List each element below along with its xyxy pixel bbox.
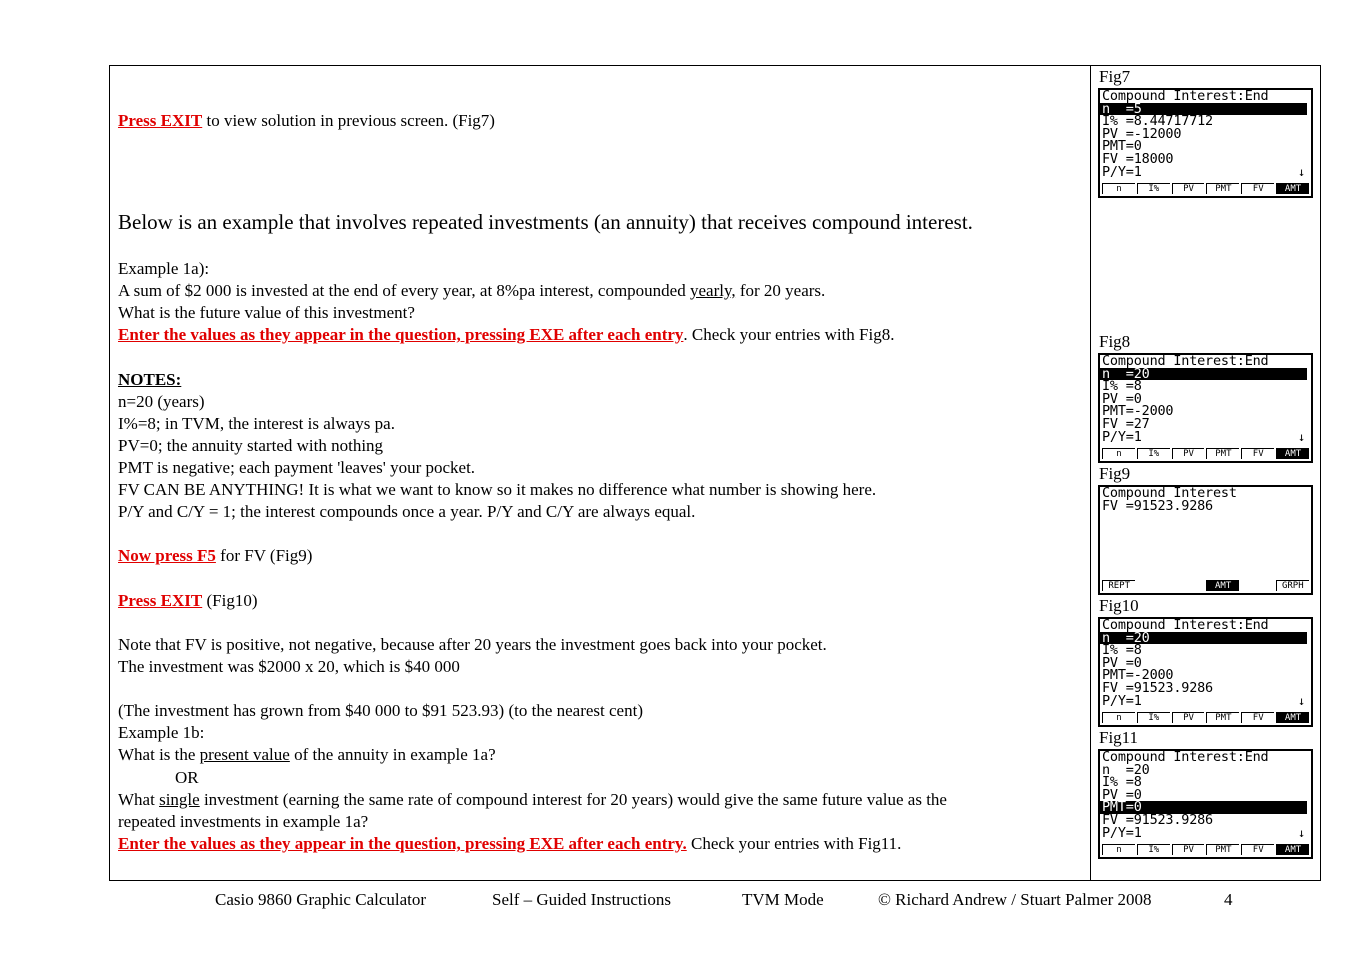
screen-row bbox=[1100, 166, 1311, 179]
softkey-bar bbox=[1102, 448, 1309, 459]
text: Check your entries with Fig11. bbox=[686, 834, 902, 853]
text: to view solution in previous screen. (Fig7) bbox=[202, 111, 495, 130]
softkey-fv: FV bbox=[1241, 448, 1274, 459]
underlined-text: present value bbox=[199, 745, 290, 764]
growth-note: (The investment has grown from $40 000 to $91 523.93) (to the nearest cent) bbox=[118, 701, 643, 720]
screen-row: FV =91523.9286 bbox=[1102, 499, 1213, 513]
down-arrow-icon: ↓ bbox=[1297, 165, 1305, 179]
screen-row: I% =8.44717712 bbox=[1102, 115, 1213, 128]
screen-title: Compound Interest:End bbox=[1102, 90, 1269, 103]
screen-row-selected: n =20 bbox=[1100, 632, 1307, 645]
softkey-amt: AMT bbox=[1206, 580, 1239, 591]
row-text: P/Y=1 bbox=[1102, 694, 1142, 708]
example-1b-heading: Example 1b: bbox=[118, 723, 205, 742]
investment-total: The investment was $2000 x 20, which is $40 000 bbox=[118, 657, 460, 676]
down-arrow-icon: ↓ bbox=[1297, 826, 1305, 840]
example-1a-heading: Example 1a): bbox=[118, 259, 210, 278]
or-text: OR bbox=[175, 768, 199, 787]
note-item: I%=8; in TVM, the interest is always pa. bbox=[118, 414, 395, 433]
softkey-n: n bbox=[1102, 183, 1135, 194]
screen-row: PV =0 bbox=[1102, 788, 1142, 802]
softkey-pmt: PMT bbox=[1206, 183, 1239, 194]
softkey-pmt: PMT bbox=[1206, 844, 1239, 855]
screen-row: PMT=-2000 bbox=[1102, 405, 1174, 418]
text: What bbox=[118, 790, 160, 809]
softkey-amt: AMT bbox=[1276, 712, 1309, 723]
softkey-i: I% bbox=[1137, 844, 1170, 855]
fig11-label: Fig11 bbox=[1099, 728, 1139, 747]
instruction-highlight: Press EXIT bbox=[118, 111, 203, 130]
softkey-pv: PV bbox=[1172, 448, 1205, 459]
note-item: PV=0; the annuity started with nothing bbox=[118, 436, 384, 455]
softkey-pmt: PMT bbox=[1206, 448, 1239, 459]
softkey-bar bbox=[1102, 712, 1309, 723]
text: of the annuity in example 1a? bbox=[289, 745, 496, 764]
softkey-bar bbox=[1102, 183, 1309, 194]
example-1b-alt-question bbox=[118, 789, 947, 811]
fig10-label: Fig10 bbox=[1099, 596, 1139, 615]
column-divider bbox=[1090, 65, 1091, 881]
row-text: P/Y=1 bbox=[1102, 826, 1142, 840]
softkey-n: n bbox=[1102, 448, 1135, 459]
underlined-text: single bbox=[159, 790, 200, 809]
underlined-text: yearly, bbox=[689, 281, 736, 300]
screen-row: PMT=0 bbox=[1102, 140, 1142, 153]
softkey-n: n bbox=[1102, 712, 1135, 723]
row-text: P/Y=1 bbox=[1102, 165, 1142, 179]
text: investment (earning the same rate of compound interest for 20 years) would give the same future value as the bbox=[199, 790, 947, 809]
row-text: P/Y=1 bbox=[1102, 430, 1142, 444]
screen-title: Compound Interest:End bbox=[1102, 355, 1269, 368]
screen-row: PV =-12000 bbox=[1102, 127, 1182, 141]
screen-row: I% =8 bbox=[1102, 644, 1142, 657]
softkey-grph: GRPH bbox=[1276, 580, 1309, 591]
example-1b-alt-question-cont: repeated investments in example 1a? bbox=[118, 812, 369, 831]
softkey-pmt: PMT bbox=[1206, 712, 1239, 723]
example-1b-question bbox=[118, 744, 496, 766]
softkey-bar bbox=[1102, 580, 1309, 591]
instruction-highlight: Press EXIT bbox=[118, 591, 203, 610]
fig9-label: Fig9 bbox=[1099, 464, 1131, 483]
softkey-bar bbox=[1102, 844, 1309, 855]
down-arrow-icon: ↓ bbox=[1297, 430, 1305, 444]
softkey-amt: AMT bbox=[1276, 183, 1309, 194]
softkey-fv: FV bbox=[1241, 712, 1274, 723]
softkey-amt: AMT bbox=[1276, 844, 1309, 855]
screen-row: PMT=-2000 bbox=[1102, 669, 1174, 682]
softkey-i: I% bbox=[1137, 712, 1170, 723]
footer-mode: TVM Mode bbox=[742, 890, 824, 909]
note-item: n=20 (years) bbox=[118, 392, 205, 411]
notes-heading: NOTES: bbox=[118, 370, 182, 389]
screen-row: FV =91523.9286 bbox=[1102, 813, 1213, 827]
page-number: 4 bbox=[1224, 890, 1233, 909]
text: What is the bbox=[118, 745, 200, 764]
screen-row bbox=[1100, 695, 1311, 708]
footer-title: Casio 9860 Graphic Calculator bbox=[215, 890, 427, 909]
screen-title: Compound Interest:End bbox=[1102, 619, 1269, 632]
softkey-i: I% bbox=[1137, 448, 1170, 459]
softkey-empty bbox=[1137, 580, 1169, 591]
screen-row: n =20 bbox=[1102, 763, 1150, 777]
line-enter-values-1 bbox=[118, 324, 894, 346]
screen-row-selected: PMT=0 bbox=[1100, 801, 1307, 814]
text: A sum of $2 000 is invested at the end of every year, at 8%pa interest, compounded bbox=[118, 281, 690, 300]
softkey-pv: PV bbox=[1172, 844, 1205, 855]
footer-copyright: © Richard Andrew / Stuart Palmer 2008 bbox=[878, 890, 1152, 909]
screen-row: FV =18000 bbox=[1102, 152, 1174, 166]
line-enter-values-2 bbox=[118, 833, 901, 855]
fv-positive-note: Note that FV is positive, not negative, because after 20 years the investment goes back into your pocket. bbox=[118, 635, 827, 654]
softkey-fv: FV bbox=[1241, 183, 1274, 194]
instruction-highlight: Enter the values as they appear in the question, pressing EXE after each entry bbox=[118, 325, 684, 344]
softkey-pv: PV bbox=[1172, 183, 1205, 194]
example-1a-text bbox=[118, 280, 825, 302]
line-press-f5 bbox=[118, 545, 312, 567]
instruction-highlight: Now press F5 bbox=[118, 546, 216, 565]
line-press-exit-1 bbox=[118, 110, 495, 132]
note-item: P/Y and C/Y = 1; the interest compounds once a year. P/Y and C/Y are always equal. bbox=[118, 502, 696, 521]
text: (Fig10) bbox=[202, 591, 258, 610]
screen-row: I% =8 bbox=[1102, 776, 1142, 789]
screen-row bbox=[1100, 431, 1311, 444]
intro-sentence: Below is an example that involves repeated investments (an annuity) that receives compound interest. bbox=[118, 210, 973, 234]
softkey-rept: REPT bbox=[1102, 580, 1135, 591]
softkey-amt: AMT bbox=[1276, 448, 1309, 459]
example-1a-question: What is the future value of this investment? bbox=[118, 303, 415, 322]
footer-subtitle: Self – Guided Instructions bbox=[492, 890, 671, 909]
fig8-label: Fig8 bbox=[1099, 332, 1131, 351]
screen-row: PV =0 bbox=[1102, 392, 1142, 406]
softkey-empty bbox=[1172, 580, 1204, 591]
screen-row: I% =8 bbox=[1102, 380, 1142, 393]
screen-row: PV =0 bbox=[1102, 656, 1142, 670]
fig11-calculator-screen bbox=[1098, 749, 1313, 859]
fig7-label: Fig7 bbox=[1099, 67, 1131, 86]
text: . Check your entries with Fig8. bbox=[683, 325, 895, 344]
screen-row-selected: n =20 bbox=[1100, 368, 1307, 381]
text: for FV (Fig9) bbox=[215, 546, 313, 565]
softkey-empty bbox=[1241, 580, 1273, 591]
fig7-calculator-screen bbox=[1098, 88, 1313, 198]
line-press-exit-2 bbox=[118, 590, 257, 612]
softkey-fv: FV bbox=[1241, 844, 1274, 855]
screen-title: Compound Interest bbox=[1102, 487, 1237, 500]
fig9-calculator-screen bbox=[1098, 485, 1313, 595]
screen-row bbox=[1100, 827, 1311, 840]
softkey-pv: PV bbox=[1172, 712, 1205, 723]
text: for 20 years. bbox=[735, 281, 826, 300]
fig10-calculator-screen bbox=[1098, 617, 1313, 727]
fig8-calculator-screen bbox=[1098, 353, 1313, 463]
screen-row-selected: n =5 bbox=[1100, 103, 1307, 116]
note-item: FV CAN BE ANYTHING! It is what we want to know so it makes no difference what number is showing here. bbox=[118, 480, 877, 499]
screen-row: FV =91523.9286 bbox=[1102, 681, 1213, 695]
screen-row: FV =27 bbox=[1102, 417, 1150, 431]
softkey-i: I% bbox=[1137, 183, 1170, 194]
softkey-n: n bbox=[1102, 844, 1135, 855]
down-arrow-icon: ↓ bbox=[1297, 694, 1305, 708]
note-item: PMT is negative; each payment 'leaves' your pocket. bbox=[118, 458, 476, 477]
screen-title: Compound Interest:End bbox=[1102, 751, 1269, 764]
instruction-highlight: Enter the values as they appear in the question, pressing EXE after each entry. bbox=[118, 834, 687, 853]
